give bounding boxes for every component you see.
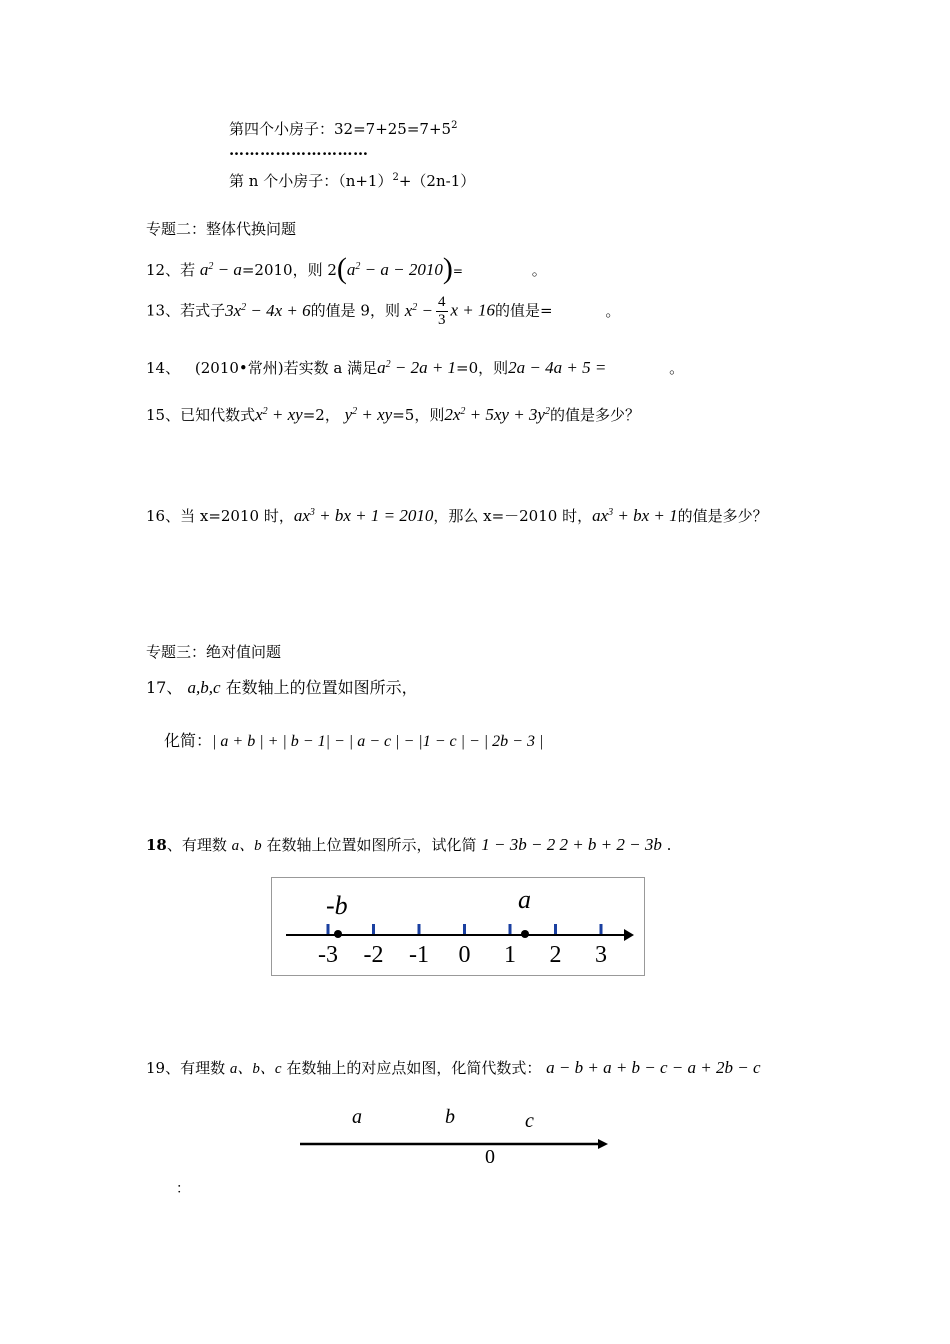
number-line-tick-label: -2 <box>363 942 384 968</box>
q16-tail: 的值是多少？ <box>677 507 768 525</box>
q17-tail: 在数轴上的位置如图所示， <box>225 678 418 697</box>
question-12 <box>146 252 547 286</box>
q12-expr2: $a^2 - a - 2010$ <box>346 260 443 279</box>
q18-text1: 、有理数 <box>166 836 227 854</box>
question-17 <box>146 675 418 698</box>
q14-expr1: $a^2 - 2a + 1$ <box>377 358 457 377</box>
q18-vars: a、b <box>231 838 262 854</box>
q19-num: 19、有理数 <box>146 1059 226 1077</box>
house4-sup: 2 <box>451 120 458 131</box>
q13-expr2: $x^2$ − <box>404 300 434 320</box>
house-n-text-a: 第 n 个小房子：（n+1） <box>229 172 393 190</box>
q15-mid2: =5，则 <box>392 406 445 424</box>
question-18 <box>146 834 671 855</box>
number-line-tick-label: 1 <box>504 942 516 968</box>
q17-vars: a,b,c <box>187 678 221 697</box>
q19-trailing: ： <box>176 1181 190 1197</box>
q13-num: 13、若式子 <box>146 301 226 320</box>
q15-num: 15、已知代数式 <box>146 406 256 424</box>
q18-num: 18 <box>146 836 167 854</box>
number-line-figure-18 <box>271 877 645 976</box>
q18-expr: 1 − 3b − 2 2 + b + 2 − 3b <box>481 835 662 854</box>
number-line-figure-19 <box>290 1095 620 1175</box>
number-line-ticks <box>327 924 603 934</box>
question-13 <box>146 294 620 329</box>
q19-expr: a − b + a + b − c − a + 2b − c <box>546 1058 761 1077</box>
q13-mid: 的值是 9，则 <box>310 301 400 320</box>
q18-end: . <box>666 836 672 854</box>
number-line-18-svg <box>272 878 644 975</box>
number-line-tick-label: 2 <box>549 942 562 968</box>
q16-expr2: $ax^3$ + bx + 1 <box>592 506 678 525</box>
q14-mid: =0，则 <box>456 359 509 377</box>
q14-num: 14、 <box>146 359 181 377</box>
number-line-tick-label: 0 <box>458 942 471 968</box>
q16-expr1: $ax^3$ + bx + 1 = 2010 <box>293 506 434 525</box>
number-line-tick <box>463 924 466 934</box>
house4-line <box>229 118 457 139</box>
dots-line: ……………………… <box>229 141 369 159</box>
q19-label-b: b <box>445 1106 455 1128</box>
q19-label-c: c <box>525 1110 534 1132</box>
number-line-tick-label: 3 <box>595 942 607 968</box>
q19-vars: a、b、c <box>229 1061 282 1077</box>
house-n-line <box>229 170 475 191</box>
q15-tail: 的值是多少？ <box>549 406 640 424</box>
q15-expr1: $x^2$ + xy <box>255 405 303 424</box>
q19-label-zero: 0 <box>485 1146 495 1168</box>
point-neg-b-dot <box>334 930 342 938</box>
number-line-tick-labels <box>318 942 607 968</box>
q19-label-a: a <box>352 1106 362 1128</box>
q12-mid: =2010，则 2 <box>241 261 337 279</box>
number-line-arrow <box>624 929 634 941</box>
question-14 <box>146 357 684 378</box>
q13-expr2c: x + 16 <box>450 300 496 320</box>
number-line-tick <box>372 924 375 934</box>
q12-num: 12、若 <box>146 261 196 279</box>
q14-expr2: 2a − 4a + 5 = <box>508 358 607 377</box>
q12-left-paren: ( <box>336 252 347 285</box>
question-16 <box>146 505 768 526</box>
q18-text2: 在数轴上位置如图所示，试化简 <box>266 836 477 854</box>
number-line-tick-label: -3 <box>318 942 338 968</box>
q12-tail: = <box>452 264 463 278</box>
number-line-tick <box>327 924 330 934</box>
q16-num: 16、当 x=2010 时， <box>146 507 294 525</box>
number-line-tick <box>554 924 557 934</box>
q12-expr1: $a^2 - a$ <box>199 260 242 279</box>
house4-text: 第四个小房子：32=7+25=7+5 <box>229 120 452 138</box>
topic3-title: 专题三：绝对值问题 <box>146 643 282 661</box>
q17-simplify-expr: | a + b | + | b − 1| − | a − c | − |1 − c | − | 2b − 3 | <box>212 733 544 750</box>
number-line-tick <box>418 924 421 934</box>
q15-mid1: =2， <box>302 406 340 424</box>
number-line-tick <box>509 924 512 934</box>
q13-fraction: $\frac{4}{3}$ <box>438 294 446 328</box>
q13-tail: 的值是= <box>495 301 553 320</box>
q17-simplify-label: 化简： <box>164 731 213 750</box>
label-neg-b: -b <box>326 891 348 920</box>
q17-num: 17、 <box>146 678 183 697</box>
topic2-title: 专题二：整体代换问题 <box>146 220 297 238</box>
question-19 <box>146 1057 761 1078</box>
q16-mid: ，那么 x=－2010 时， <box>433 507 593 525</box>
question-15 <box>146 404 640 425</box>
house-n-text-b: +（2n-1） <box>398 172 476 190</box>
q14-src: (2010•常州)若实数 a 满足 <box>194 359 378 377</box>
q13-expr1: $3x^2 - 4x + 6$ <box>225 300 311 320</box>
q15-expr3: $2x^2 + 5xy + 3y^2$ <box>444 405 550 424</box>
q19-arrow <box>598 1139 608 1149</box>
number-line-tick <box>600 924 603 934</box>
house-n-sup: 2 <box>392 172 399 183</box>
q12-end: 。 <box>531 261 547 279</box>
number-line-tick-label: -1 <box>409 942 429 968</box>
label-a: a <box>518 885 531 914</box>
q14-end: 。 <box>669 359 685 377</box>
q12-right-paren: ) <box>442 252 453 285</box>
q17-simplify <box>164 728 543 751</box>
q15-expr2: $y^2$ + xy <box>344 405 393 424</box>
q13-end: 。 <box>605 301 621 320</box>
q19-text: 在数轴上的对应点如图，化简代数式： <box>286 1059 542 1077</box>
point-a-dot <box>521 930 529 938</box>
